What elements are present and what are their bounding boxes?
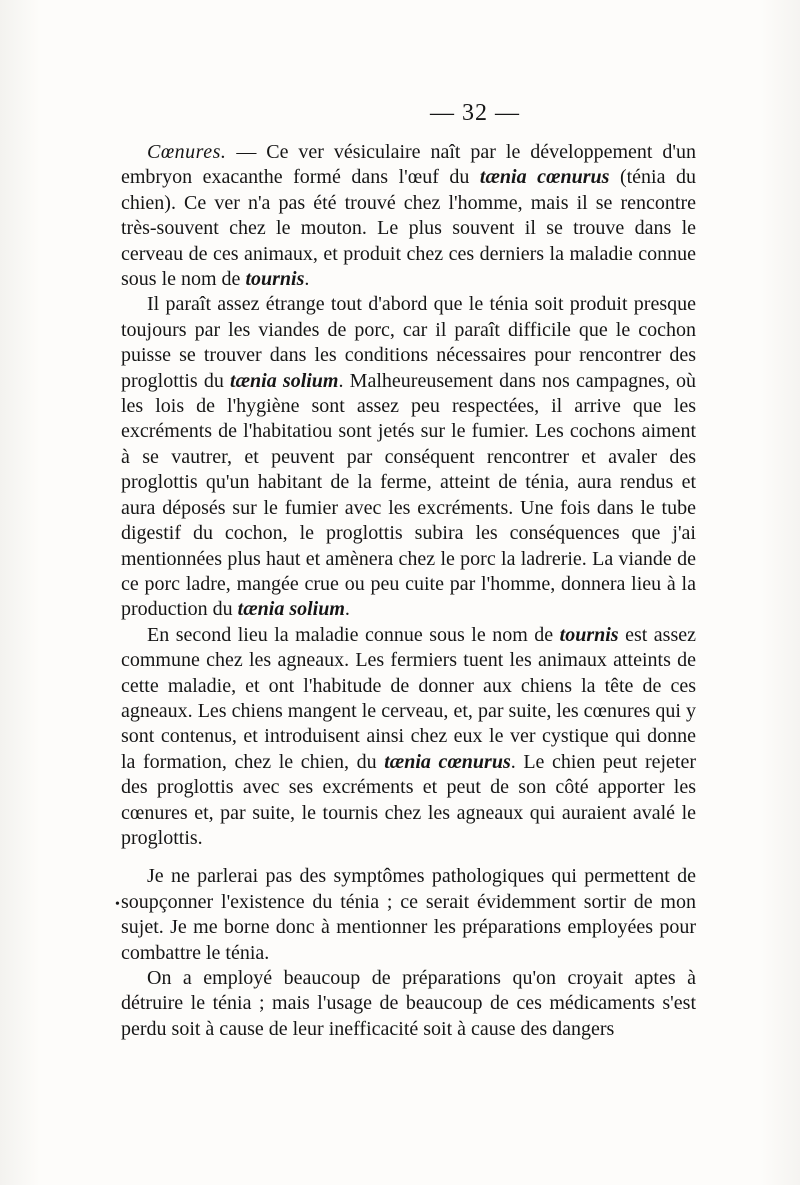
text-run: — Ce ver vésiculaire naît par le développement d'un embryon exacanthe formé dans l'œuf du bbox=[121, 141, 696, 189]
paragraph-symptomes bbox=[121, 864, 696, 966]
text-run: En second lieu la maladie connue sous le nom de bbox=[147, 623, 560, 646]
text-run: . Le chien peut rejeter des proglottis avec ses excréments et peut de son côté apporter les cœnures et, par suite, le tournis chez les agneaux qui auraient avalé le proglottis. bbox=[121, 750, 697, 849]
bullet-mark: • bbox=[115, 897, 120, 912]
italic-term: tænia cœnurus bbox=[479, 166, 610, 189]
text-run: (ténia du chien). Ce ver n'a pas été trouvé chez l'homme, mais il se rencontre très-souvent chez le mouton. Le plus souvent il se trouve dans le cerveau de ces animaux, et produit chez ces derniers la maladie connue sous le nom de bbox=[121, 166, 697, 291]
paragraph-porc bbox=[121, 292, 696, 622]
text-run: Il paraît assez étrange tout d'abord que le ténia soit produit presque toujours par les viandes de porc, car il paraît difficile que le cochon puisse se trouver dans les conditions nécessaires pour rencontrer des proglottis du bbox=[121, 293, 696, 392]
paragraph-coenures bbox=[121, 140, 696, 292]
paragraph-tournis bbox=[121, 623, 696, 852]
paragraph-preparations bbox=[121, 966, 696, 1042]
text-run: est assez commune chez les agneaux. Les fermiers tuent les animaux atteints de cette maladie, et ont l'habitude de donner aux chiens la tête de ces agneaux. Les chiens mangent le cerveau, et, par suite, les cœnures qui y sont contenus, et introduisent ainsi chez eux le ver cystique qui donne la formation, chez le chien, du bbox=[121, 623, 696, 773]
text-run: . Malheureusement dans nos campagnes, où les lois de l'hygiène sont assez peu respectées, il arrive que les excréments de l'habitatiou sont jetés sur le fumier. Les cochons aiment à se vautrer, et peuvent par conséquent rencontrer et avaler des proglottis qu'un habitant de la ferme, atteint de ténia, aura rendus et aura déposés sur le fumier avec les excréments. Une fois dans le tube digestif du cochon, le proglottis subira les conséquences que j'ai mentionnées plus haut et amènera chez le porc la ladrerie. La viande de ce porc ladre, mangée crue ou peu cuite par l'homme, donnera lieu à la production du bbox=[121, 369, 696, 621]
text-run: . bbox=[304, 268, 310, 291]
paragraph-heading: Cœnures. bbox=[147, 141, 227, 163]
italic-term: tournis bbox=[245, 268, 305, 291]
text-run: On a employé beaucoup de préparations qu'on croyait aptes à détruire le ténia ; mais l'usage de beaucoup de ces médicaments s'est perdu soit à cause de leur inefficacité soit à cause des dangers bbox=[121, 967, 696, 1040]
italic-term: tournis bbox=[559, 623, 619, 646]
page-number bbox=[0, 100, 800, 127]
italic-term: tænia solium bbox=[237, 598, 345, 621]
page-number-text: — 32 — bbox=[430, 100, 520, 126]
text-run: Je ne parlerai pas des symptômes pathologiques qui permettent de soupçonner l'existence du ténia ; ce serait évidemment sortir de mon sujet. Je me borne donc à mentionner les préparations employées pour combattre le ténia. bbox=[121, 865, 696, 964]
text-run: . bbox=[344, 598, 350, 621]
italic-term: tænia cœnurus bbox=[384, 750, 511, 773]
italic-term: tænia solium bbox=[230, 369, 339, 392]
body-text bbox=[121, 140, 696, 1042]
